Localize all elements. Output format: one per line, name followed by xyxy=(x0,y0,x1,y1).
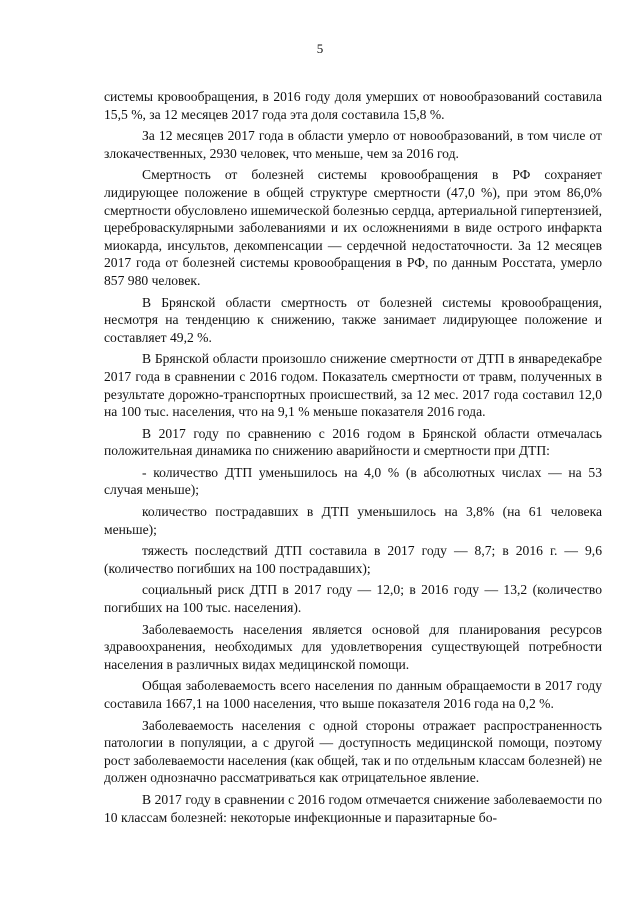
paragraph: Общая заболеваемость всего населения по данным обращаемости в 2017 году составила 1667,1 на 1000 населения, что выше показателя 2016 года на 0,2 %. xyxy=(104,678,602,711)
list-item: - количество ДТП уменьшилось на 4,0 % (в абсолютных числах — на 53 случая меньше); xyxy=(104,464,602,498)
paragraph: Смертность от болезней системы кровообращения в РФ сохраняет лидирующее положение в общей структуре смертности (47,0 %), при этом 86,0% смертности обусловлено ишемической болезнью сердца, артериальной гипертензией, цереброваскулярными заболеваниями и их осложнениями в виде острого инфаркта миокарда, инсультов, декомпенсации — сердечной недостаточности. За 12 месяцев 2017 года от болезней системы кровообращения в РФ, по данным Росстата, умерло 857 980 человек. xyxy=(104,167,602,288)
paragraph: В 2017 году по сравнению с 2016 годом в Брянской области отмечалась положительная динамика по снижению аварийности и смертности при ДТП: xyxy=(104,425,602,459)
paragraph: Заболеваемость населения является основой для планирования ресурсов здравоохранения, необходимых для удовлетворения существующей потребности населения в различных видах медицинской помощи. xyxy=(104,621,602,672)
list-item: тяжесть последствий ДТП составила в 2017 году — 8,7; в 2016 г. — 9,6 (количество погибших на 100 пострадавших); xyxy=(104,543,602,576)
page-number: 5 xyxy=(316,41,324,56)
paragraph: В Брянской области произошло снижение смертности от ДТП в январедекабре 2017 года в сравнении с 2016 годом. Показатель смертности от травм, полученных в результате дорожно-транспортных происшествий, за 12 мес. 2017 года составил 12,0 на 100 тыс. населения, что на 9,1 % меньше показателя 2016 года. xyxy=(104,351,602,420)
paragraph: В 2017 году в сравнении с 2016 годом отмечается снижение заболеваемости по 10 классам болезней: некоторые инфекционные и паразитарные бо- xyxy=(104,791,602,825)
document-body xyxy=(104,88,602,830)
paragraph: За 12 месяцев 2017 года в области умерло от новообразований, в том числе от злокачественных, 2930 человек, что меньше, чем за 2016 год. xyxy=(104,128,602,161)
paragraph: системы кровообращения, в 2016 году доля умерших от новообразований составила 15,5 %, за 12 месяцев 2017 года эта доля составила 15,8 %. xyxy=(104,89,602,122)
list-item: социальный риск ДТП в 2017 году — 12,0; в 2016 году — 13,2 (количество погибших на 100 тыс. населения). xyxy=(104,582,602,616)
paragraph: В Брянской области смертность от болезней системы кровообращения, несмотря на тенденцию к снижению, также занимает лидирующее положение и составляет 49,2 %. xyxy=(104,294,602,345)
paragraph: Заболеваемость населения с одной стороны отражает распространенность патологии в популяции, а с другой — доступность медицинской помощи, поэтому рост заболеваемости населения (как общей, так и по отдельным классам болезней) не должен однозначно рассматриваться как отрицательное явление. xyxy=(104,717,602,786)
list-item: количество пострадавших в ДТП уменьшилось на 3,8% (на 61 человека меньше); xyxy=(104,504,602,537)
